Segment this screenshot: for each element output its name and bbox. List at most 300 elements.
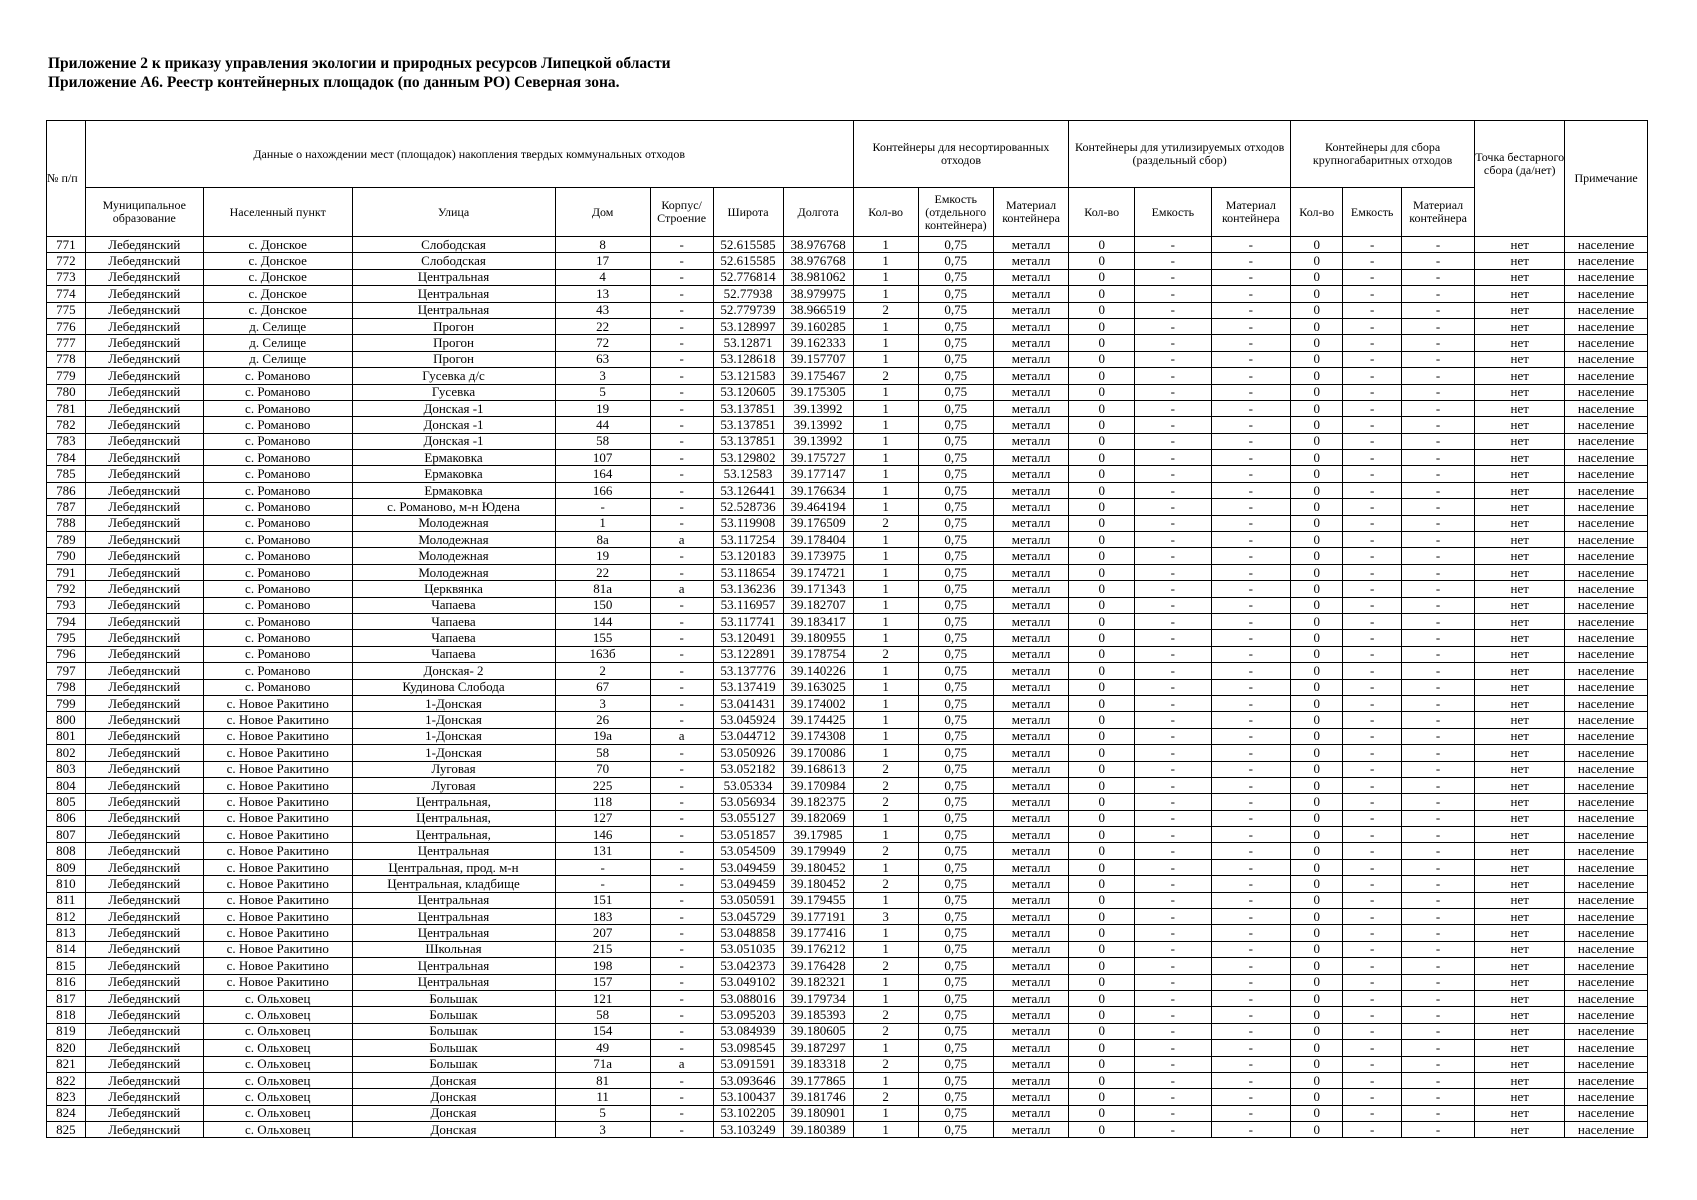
cell-street: Донская xyxy=(352,1122,555,1138)
cell-recyclable-count: 0 xyxy=(1069,597,1135,613)
cell-bagless: нет xyxy=(1475,810,1565,826)
cell-bulky-capacity: - xyxy=(1343,237,1402,253)
cell-house: - xyxy=(555,859,650,875)
cell-recyclable-capacity: - xyxy=(1135,482,1211,498)
cell-bagless: нет xyxy=(1475,564,1565,580)
cell-bagless: нет xyxy=(1475,1072,1565,1088)
cell-bulky-capacity: - xyxy=(1343,532,1402,548)
cell-longitude: 38.979975 xyxy=(783,286,853,302)
cell-latitude: 53.137776 xyxy=(713,663,783,679)
cell-bagless: нет xyxy=(1475,1089,1565,1105)
cell-unsorted-material: металл xyxy=(993,925,1068,941)
cell-settlement: с. Ольховец xyxy=(203,1089,352,1105)
cell-street: Донская xyxy=(352,1072,555,1088)
cell-street: Церквянка xyxy=(352,581,555,597)
cell-house: 127 xyxy=(555,810,650,826)
cell-street: Чапаева xyxy=(352,597,555,613)
cell-unsorted-material: металл xyxy=(993,384,1068,400)
cell-municipality: Лебедянский xyxy=(85,318,203,334)
cell-recyclable-count: 0 xyxy=(1069,613,1135,629)
cell-unsorted-capacity: 0,75 xyxy=(918,515,993,531)
cell-municipality: Лебедянский xyxy=(85,876,203,892)
cell-row-number: 800 xyxy=(47,712,86,728)
cell-unsorted-material: металл xyxy=(993,499,1068,515)
cell-recyclable-count: 0 xyxy=(1069,237,1135,253)
cell-settlement: с. Новое Ракитино xyxy=(203,827,352,843)
cell-settlement: с. Донское xyxy=(203,286,352,302)
cell-bulky-capacity: - xyxy=(1343,1089,1402,1105)
cell-house: 19 xyxy=(555,400,650,416)
cell-recyclable-count: 0 xyxy=(1069,269,1135,285)
cell-note: население xyxy=(1565,695,1648,711)
cell-recyclable-count: 0 xyxy=(1069,695,1135,711)
cell-municipality: Лебедянский xyxy=(85,1056,203,1072)
cell-bulky-material: - xyxy=(1401,777,1474,793)
cell-recyclable-capacity: - xyxy=(1135,548,1211,564)
cell-recyclable-capacity: - xyxy=(1135,1105,1211,1121)
cell-recyclable-count: 0 xyxy=(1069,368,1135,384)
cell-settlement: с. Донское xyxy=(203,253,352,269)
cell-recyclable-count: 0 xyxy=(1069,581,1135,597)
cell-unsorted-material: металл xyxy=(993,253,1068,269)
cell-note: население xyxy=(1565,613,1648,629)
cell-unsorted-material: металл xyxy=(993,679,1068,695)
cell-unsorted-capacity: 0,75 xyxy=(918,728,993,744)
cell-recyclable-count: 0 xyxy=(1069,466,1135,482)
cell-unsorted-capacity: 0,75 xyxy=(918,417,993,433)
cell-unsorted-capacity: 0,75 xyxy=(918,859,993,875)
cell-bulky-material: - xyxy=(1401,859,1474,875)
cell-municipality: Лебедянский xyxy=(85,564,203,580)
table-row xyxy=(47,1105,1648,1121)
cell-street: Центральная xyxy=(352,958,555,974)
subheader-recyclable-material: Материал контейнера xyxy=(1211,188,1291,237)
cell-unsorted-count: 1 xyxy=(853,417,918,433)
cell-row-number: 824 xyxy=(47,1105,86,1121)
cell-note: население xyxy=(1565,941,1648,957)
cell-recyclable-count: 0 xyxy=(1069,958,1135,974)
cell-street: Большак xyxy=(352,1056,555,1072)
cell-unsorted-count: 3 xyxy=(853,909,918,925)
cell-settlement: с. Новое Ракитино xyxy=(203,859,352,875)
cell-unsorted-count: 2 xyxy=(853,1056,918,1072)
cell-unsorted-material: металл xyxy=(993,515,1068,531)
cell-recyclable-capacity: - xyxy=(1135,958,1211,974)
cell-recyclable-capacity: - xyxy=(1135,892,1211,908)
cell-unsorted-count: 1 xyxy=(853,237,918,253)
unsorted-group-header: Контейнеры для несортированных отходов xyxy=(853,121,1069,188)
cell-recyclable-count: 0 xyxy=(1069,794,1135,810)
cell-unsorted-count: 1 xyxy=(853,581,918,597)
cell-recyclable-count: 0 xyxy=(1069,728,1135,744)
cell-house: 183 xyxy=(555,909,650,925)
cell-note: население xyxy=(1565,663,1648,679)
cell-recyclable-count: 0 xyxy=(1069,990,1135,1006)
cell-bulky-capacity: - xyxy=(1343,761,1402,777)
cell-latitude: 53.048858 xyxy=(713,925,783,941)
cell-unsorted-count: 2 xyxy=(853,843,918,859)
cell-recyclable-count: 0 xyxy=(1069,548,1135,564)
cell-building: - xyxy=(650,892,713,908)
cell-recyclable-capacity: - xyxy=(1135,630,1211,646)
cell-recyclable-capacity: - xyxy=(1135,990,1211,1006)
cell-bulky-count: 0 xyxy=(1291,827,1343,843)
cell-recyclable-material: - xyxy=(1211,909,1291,925)
cell-bulky-capacity: - xyxy=(1343,613,1402,629)
cell-unsorted-count: 2 xyxy=(853,1089,918,1105)
cell-latitude: 53.044712 xyxy=(713,728,783,744)
cell-row-number: 785 xyxy=(47,466,86,482)
cell-street: Центральная, xyxy=(352,794,555,810)
cell-recyclable-count: 0 xyxy=(1069,1023,1135,1039)
table-row xyxy=(47,1072,1648,1088)
cell-row-number: 809 xyxy=(47,859,86,875)
cell-bulky-material: - xyxy=(1401,564,1474,580)
cell-row-number: 784 xyxy=(47,450,86,466)
cell-longitude: 39.176428 xyxy=(783,958,853,974)
cell-longitude: 39.176634 xyxy=(783,482,853,498)
cell-bulky-material: - xyxy=(1401,400,1474,416)
cell-recyclable-count: 0 xyxy=(1069,827,1135,843)
cell-recyclable-count: 0 xyxy=(1069,302,1135,318)
cell-bulky-capacity: - xyxy=(1343,1056,1402,1072)
cell-street: Школьная xyxy=(352,941,555,957)
cell-row-number: 789 xyxy=(47,532,86,548)
cell-longitude: 39.181746 xyxy=(783,1089,853,1105)
cell-row-number: 792 xyxy=(47,581,86,597)
bulky-group-header: Контейнеры для сбора крупногабаритных отходов xyxy=(1291,121,1475,188)
cell-settlement: с. Романово xyxy=(203,613,352,629)
cell-municipality: Лебедянский xyxy=(85,712,203,728)
cell-row-number: 773 xyxy=(47,269,86,285)
cell-building: - xyxy=(650,1122,713,1138)
cell-municipality: Лебедянский xyxy=(85,466,203,482)
cell-latitude: 53.129802 xyxy=(713,450,783,466)
cell-recyclable-count: 0 xyxy=(1069,630,1135,646)
cell-note: население xyxy=(1565,1056,1648,1072)
cell-note: население xyxy=(1565,302,1648,318)
cell-bulky-count: 0 xyxy=(1291,810,1343,826)
cell-note: население xyxy=(1565,1072,1648,1088)
cell-house: - xyxy=(555,876,650,892)
cell-recyclable-count: 0 xyxy=(1069,1040,1135,1056)
cell-recyclable-capacity: - xyxy=(1135,253,1211,269)
cell-bulky-count: 0 xyxy=(1291,384,1343,400)
cell-recyclable-capacity: - xyxy=(1135,613,1211,629)
cell-unsorted-material: металл xyxy=(993,794,1068,810)
cell-note: население xyxy=(1565,794,1648,810)
cell-row-number: 790 xyxy=(47,548,86,564)
cell-recyclable-count: 0 xyxy=(1069,532,1135,548)
cell-longitude: 39.160285 xyxy=(783,318,853,334)
cell-house: 166 xyxy=(555,482,650,498)
table-row xyxy=(47,433,1648,449)
cell-house: 70 xyxy=(555,761,650,777)
cell-settlement: с. Ольховец xyxy=(203,1023,352,1039)
cell-municipality: Лебедянский xyxy=(85,548,203,564)
subheader-unsorted-capacity: Емкость (отдельного контейнера) xyxy=(918,188,993,237)
cell-settlement: с. Новое Ракитино xyxy=(203,892,352,908)
cell-bulky-capacity: - xyxy=(1343,941,1402,957)
cell-unsorted-material: металл xyxy=(993,351,1068,367)
cell-unsorted-capacity: 0,75 xyxy=(918,1023,993,1039)
subheader-settlement: Населенный пункт xyxy=(203,188,352,237)
cell-unsorted-count: 1 xyxy=(853,728,918,744)
cell-recyclable-material: - xyxy=(1211,564,1291,580)
cell-bulky-material: - xyxy=(1401,417,1474,433)
cell-street: Луговая xyxy=(352,761,555,777)
cell-row-number: 786 xyxy=(47,482,86,498)
cell-longitude: 39.177865 xyxy=(783,1072,853,1088)
cell-bulky-count: 0 xyxy=(1291,433,1343,449)
cell-latitude: 53.091591 xyxy=(713,1056,783,1072)
cell-bulky-count: 0 xyxy=(1291,859,1343,875)
subheader-recyclable-count: Кол-во xyxy=(1069,188,1135,237)
cell-bulky-count: 0 xyxy=(1291,630,1343,646)
cell-bagless: нет xyxy=(1475,335,1565,351)
cell-settlement: с. Романово xyxy=(203,466,352,482)
cell-row-number: 779 xyxy=(47,368,86,384)
cell-recyclable-count: 0 xyxy=(1069,318,1135,334)
cell-latitude: 53.098545 xyxy=(713,1040,783,1056)
cell-bulky-count: 0 xyxy=(1291,302,1343,318)
cell-recyclable-material: - xyxy=(1211,974,1291,990)
cell-bulky-count: 0 xyxy=(1291,925,1343,941)
cell-building: - xyxy=(650,777,713,793)
cell-building: - xyxy=(650,679,713,695)
cell-bulky-capacity: - xyxy=(1343,679,1402,695)
cell-latitude: 53.045729 xyxy=(713,909,783,925)
cell-house: 44 xyxy=(555,417,650,433)
table-row xyxy=(47,581,1648,597)
cell-note: население xyxy=(1565,532,1648,548)
cell-building: - xyxy=(650,253,713,269)
cell-bagless: нет xyxy=(1475,679,1565,695)
cell-longitude: 39.170984 xyxy=(783,777,853,793)
cell-row-number: 813 xyxy=(47,925,86,941)
cell-house: 71а xyxy=(555,1056,650,1072)
cell-building: а xyxy=(650,1056,713,1072)
cell-unsorted-capacity: 0,75 xyxy=(918,597,993,613)
cell-unsorted-capacity: 0,75 xyxy=(918,761,993,777)
table-row xyxy=(47,318,1648,334)
cell-bulky-count: 0 xyxy=(1291,663,1343,679)
cell-bulky-material: - xyxy=(1401,974,1474,990)
cell-bagless: нет xyxy=(1475,1023,1565,1039)
cell-longitude: 39.177191 xyxy=(783,909,853,925)
cell-bulky-count: 0 xyxy=(1291,417,1343,433)
cell-settlement: с. Ольховец xyxy=(203,1072,352,1088)
cell-street: Чапаева xyxy=(352,646,555,662)
cell-building: - xyxy=(650,269,713,285)
table-row xyxy=(47,712,1648,728)
cell-unsorted-count: 1 xyxy=(853,1072,918,1088)
cell-recyclable-capacity: - xyxy=(1135,859,1211,875)
cell-unsorted-count: 1 xyxy=(853,466,918,482)
cell-bulky-material: - xyxy=(1401,925,1474,941)
cell-unsorted-capacity: 0,75 xyxy=(918,1007,993,1023)
cell-unsorted-count: 1 xyxy=(853,253,918,269)
cell-bagless: нет xyxy=(1475,482,1565,498)
cell-latitude: 53.116957 xyxy=(713,597,783,613)
cell-bagless: нет xyxy=(1475,466,1565,482)
cell-bagless: нет xyxy=(1475,630,1565,646)
table-row xyxy=(47,679,1648,695)
cell-bulky-material: - xyxy=(1401,237,1474,253)
cell-building: - xyxy=(650,990,713,1006)
cell-unsorted-material: металл xyxy=(993,318,1068,334)
table-row xyxy=(47,909,1648,925)
cell-unsorted-count: 2 xyxy=(853,515,918,531)
cell-unsorted-material: металл xyxy=(993,958,1068,974)
cell-house: 67 xyxy=(555,679,650,695)
cell-latitude: 53.120605 xyxy=(713,384,783,400)
cell-bulky-capacity: - xyxy=(1343,909,1402,925)
cell-latitude: 53.102205 xyxy=(713,1105,783,1121)
cell-unsorted-count: 2 xyxy=(853,876,918,892)
cell-building: - xyxy=(650,564,713,580)
cell-bulky-count: 0 xyxy=(1291,646,1343,662)
table-row xyxy=(47,482,1648,498)
cell-settlement: с. Романово xyxy=(203,663,352,679)
cell-bulky-material: - xyxy=(1401,1056,1474,1072)
cell-street: Центральная xyxy=(352,286,555,302)
cell-bagless: нет xyxy=(1475,269,1565,285)
cell-recyclable-capacity: - xyxy=(1135,597,1211,613)
cell-bulky-material: - xyxy=(1401,482,1474,498)
cell-bulky-material: - xyxy=(1401,253,1474,269)
cell-unsorted-capacity: 0,75 xyxy=(918,810,993,826)
cell-bagless: нет xyxy=(1475,728,1565,744)
cell-note: население xyxy=(1565,859,1648,875)
table-row xyxy=(47,1089,1648,1105)
cell-building: - xyxy=(650,318,713,334)
cell-street: 1-Донская xyxy=(352,745,555,761)
cell-bulky-count: 0 xyxy=(1291,1072,1343,1088)
cell-bulky-count: 0 xyxy=(1291,695,1343,711)
cell-latitude: 53.049459 xyxy=(713,859,783,875)
cell-unsorted-count: 2 xyxy=(853,302,918,318)
table-row xyxy=(47,958,1648,974)
cell-settlement: с. Романово xyxy=(203,564,352,580)
cell-house: 225 xyxy=(555,777,650,793)
subheader-unsorted-count: Кол-во xyxy=(853,188,918,237)
cell-row-number: 804 xyxy=(47,777,86,793)
cell-building: - xyxy=(650,761,713,777)
cell-bagless: нет xyxy=(1475,761,1565,777)
cell-row-number: 796 xyxy=(47,646,86,662)
cell-house: 157 xyxy=(555,974,650,990)
cell-street: Донская xyxy=(352,1105,555,1121)
cell-recyclable-capacity: - xyxy=(1135,335,1211,351)
cell-settlement: с. Романово xyxy=(203,532,352,548)
cell-longitude: 39.174721 xyxy=(783,564,853,580)
table-row xyxy=(47,810,1648,826)
cell-latitude: 53.045924 xyxy=(713,712,783,728)
cell-bulky-capacity: - xyxy=(1343,728,1402,744)
cell-settlement: с. Ольховец xyxy=(203,1040,352,1056)
cell-municipality: Лебедянский xyxy=(85,695,203,711)
cell-street: Молодежная xyxy=(352,515,555,531)
cell-note: население xyxy=(1565,1105,1648,1121)
cell-latitude: 53.05334 xyxy=(713,777,783,793)
cell-building: - xyxy=(650,810,713,826)
cell-unsorted-capacity: 0,75 xyxy=(918,958,993,974)
cell-longitude: 39.13992 xyxy=(783,400,853,416)
cell-street: Центральная, xyxy=(352,810,555,826)
cell-bagless: нет xyxy=(1475,433,1565,449)
cell-recyclable-capacity: - xyxy=(1135,368,1211,384)
cell-recyclable-material: - xyxy=(1211,269,1291,285)
table-row xyxy=(47,974,1648,990)
cell-bagless: нет xyxy=(1475,958,1565,974)
cell-recyclable-count: 0 xyxy=(1069,679,1135,695)
cell-building: - xyxy=(650,433,713,449)
cell-bulky-capacity: - xyxy=(1343,1040,1402,1056)
cell-row-number: 815 xyxy=(47,958,86,974)
cell-unsorted-material: металл xyxy=(993,581,1068,597)
cell-street: Молодежная xyxy=(352,564,555,580)
cell-note: население xyxy=(1565,990,1648,1006)
cell-note: население xyxy=(1565,630,1648,646)
cell-row-number: 823 xyxy=(47,1089,86,1105)
cell-bulky-count: 0 xyxy=(1291,958,1343,974)
cell-building: - xyxy=(650,613,713,629)
cell-bulky-count: 0 xyxy=(1291,581,1343,597)
cell-unsorted-material: металл xyxy=(993,1122,1068,1138)
cell-bulky-count: 0 xyxy=(1291,761,1343,777)
cell-bagless: нет xyxy=(1475,302,1565,318)
cell-recyclable-material: - xyxy=(1211,843,1291,859)
table-row xyxy=(47,777,1648,793)
subheader-house: Дом xyxy=(555,188,650,237)
cell-bulky-material: - xyxy=(1401,712,1474,728)
cell-recyclable-count: 0 xyxy=(1069,1072,1135,1088)
cell-recyclable-count: 0 xyxy=(1069,925,1135,941)
cell-longitude: 39.178754 xyxy=(783,646,853,662)
cell-bulky-count: 0 xyxy=(1291,679,1343,695)
cell-note: население xyxy=(1565,1007,1648,1023)
cell-unsorted-material: металл xyxy=(993,843,1068,859)
cell-house: 81а xyxy=(555,581,650,597)
cell-settlement: с. Романово xyxy=(203,499,352,515)
cell-bagless: нет xyxy=(1475,237,1565,253)
cell-recyclable-material: - xyxy=(1211,302,1291,318)
cell-unsorted-count: 1 xyxy=(853,925,918,941)
cell-unsorted-material: металл xyxy=(993,859,1068,875)
cell-bulky-count: 0 xyxy=(1291,564,1343,580)
cell-recyclable-material: - xyxy=(1211,613,1291,629)
cell-house: 207 xyxy=(555,925,650,941)
cell-bulky-count: 0 xyxy=(1291,892,1343,908)
cell-settlement: с. Романово xyxy=(203,597,352,613)
cell-recyclable-capacity: - xyxy=(1135,728,1211,744)
cell-recyclable-capacity: - xyxy=(1135,810,1211,826)
cell-latitude: 53.126441 xyxy=(713,482,783,498)
cell-unsorted-material: металл xyxy=(993,1072,1068,1088)
cell-municipality: Лебедянский xyxy=(85,400,203,416)
cell-bagless: нет xyxy=(1475,1040,1565,1056)
cell-unsorted-material: металл xyxy=(993,269,1068,285)
cell-longitude: 39.170086 xyxy=(783,745,853,761)
cell-unsorted-capacity: 0,75 xyxy=(918,1072,993,1088)
cell-unsorted-capacity: 0,75 xyxy=(918,532,993,548)
cell-unsorted-count: 1 xyxy=(853,564,918,580)
cell-latitude: 53.052182 xyxy=(713,761,783,777)
cell-street: Центральная, кладбище xyxy=(352,876,555,892)
cell-bulky-capacity: - xyxy=(1343,433,1402,449)
cell-municipality: Лебедянский xyxy=(85,269,203,285)
